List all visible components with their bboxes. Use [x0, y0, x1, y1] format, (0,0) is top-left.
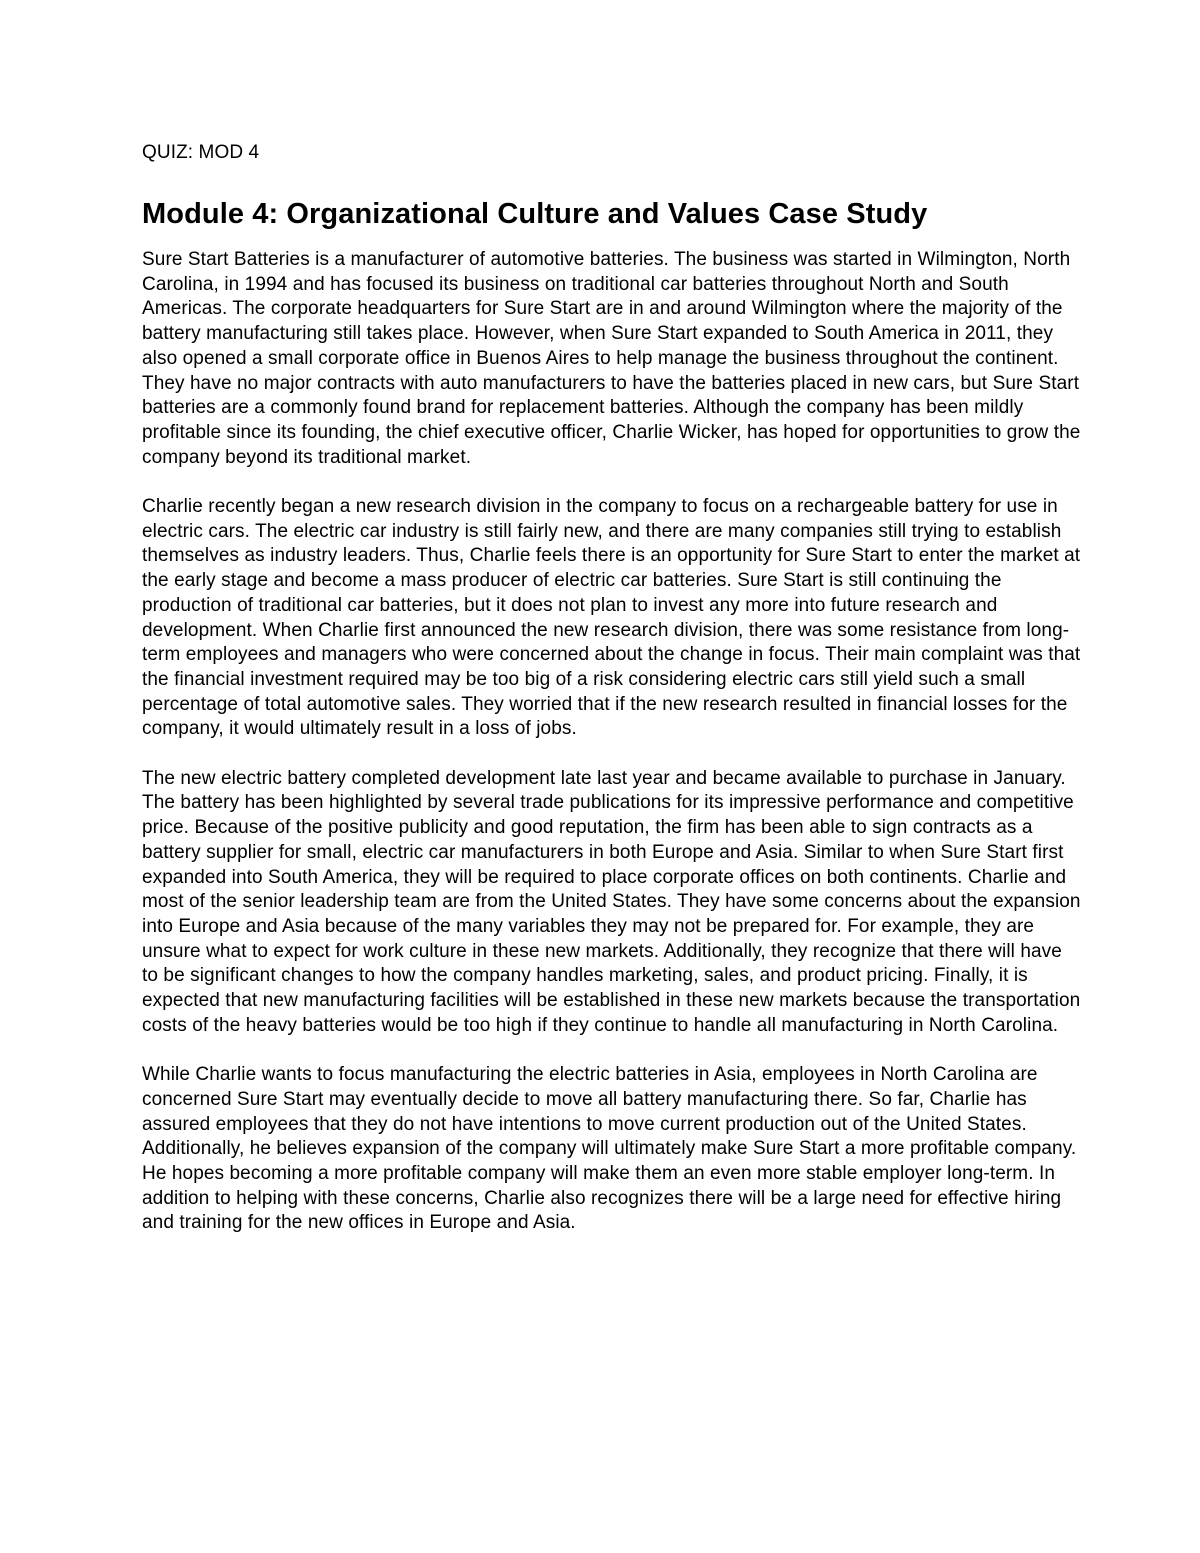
- paragraph-company-background: Sure Start Batteries is a manufacturer of automotive batteries. The business was started in Wilmington, North Carolina, in 1994 and has focused its business on traditional car batteries throughout North and South Americas. The corporate headquarters for Sure Start are in and around Wilmington where the majority of the battery manufacturing still takes place. However, when Sure Start expanded to South America in 2011, they also opened a small corporate office in Buenos Aires to help manage the business throughout the continent. They have no major contracts with auto manufacturers to have the batteries placed in new cars, but Sure Start batteries are a commonly found brand for replacement batteries. Although the company has been mildly profitable since its founding, the chief executive officer, Charlie Wicker, has hoped for opportunities to grow the company beyond its traditional market.: [142, 249, 1081, 468]
- document-content: [142, 140, 1082, 1261]
- document-title: Module 4: Organizational Culture and Values Case Study: [142, 198, 928, 230]
- paragraph-employee-concerns: While Charlie wants to focus manufacturing the electric batteries in Asia, employees in North Carolina are concerned Sure Start may eventually decide to move all battery manufacturing there. So far, Charlie has assured employees that they do not have intentions to move current production out of the United States. Additionally, he believes expansion of the company will ultimately make Sure Start a more profitable company. He hopes becoming a more profitable company will make them an even more stable employer long-term. In addition to helping with these concerns, Charlie also recognizes there will be a large need for effective hiring and training for the new offices in Europe and Asia.: [142, 1064, 1077, 1234]
- paragraph-research-division: Charlie recently began a new research division in the company to focus on a rechargeable battery for use in electric cars. The electric car industry is still fairly new, and there are many companies still trying to establish themselves as industry leaders. Thus, Charlie feels there is an opportunity for Sure Start to enter the market at the early stage and become a mass producer of electric car batteries. Sure Start is still continuing the production of traditional car batteries, but it does not plan to invest any more into future research and development. When Charlie first announced the new research division, there was some resistance from long-term employees and managers who were concerned about the change in focus. Their main complaint was that the financial investment required may be too big of a risk considering electric cars still yield such a small percentage of total automotive sales. They worried that if the new research resulted in financial losses for the company, it would ultimately result in a loss of jobs.: [142, 496, 1081, 740]
- quiz-label: QUIZ: MOD 4: [142, 142, 260, 163]
- paragraph-expansion: The new electric battery completed development late last year and became available to purchase in January. The battery has been highlighted by several trade publications for its impressive performance and competitive price. Because of the positive publicity and good reputation, the firm has been able to sign contracts as a battery supplier for small, electric car manufacturers in both Europe and Asia. Similar to when Sure Start first expanded into South America, they will be required to place corporate offices on both continents. Charlie and most of the senior leadership team are from the United States. They have some concerns about the expansion into Europe and Asia because of the many variables they may not be prepared for. For example, they are unsure what to expect for work culture in these new markets. Additionally, they recognize that there will have to be significant changes to how the company handles marketing, sales, and product pricing. Finally, it is expected that new manufacturing facilities will be established in these new markets because the transportation costs of the heavy batteries would be too high if they continue to handle all manufacturing in North Carolina.: [142, 767, 1081, 1036]
